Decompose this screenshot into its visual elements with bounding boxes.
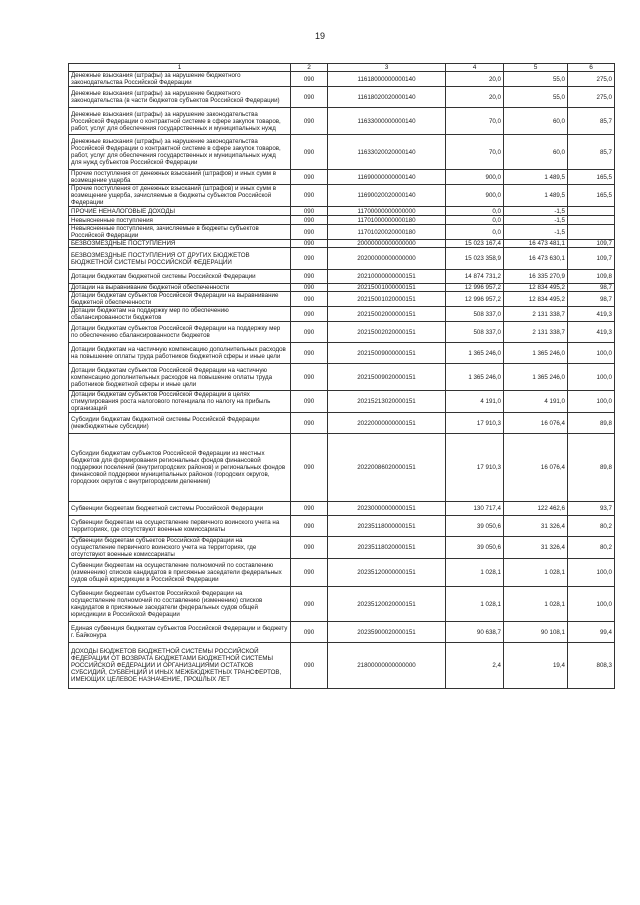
percent-done xyxy=(568,207,615,216)
actual-amount: 2 131 338,7 xyxy=(504,307,568,322)
actual-amount: 12 834 495,2 xyxy=(504,292,568,307)
income-name: Денежные взыскания (штрафы) за нарушение бюджетного законодательства (в части бюджетов субъектов Российской Федерации) xyxy=(69,87,291,108)
budget-code: 20215002000000151 xyxy=(328,307,446,322)
percent-done: 89,8 xyxy=(568,434,615,502)
actual-amount: 16 076,4 xyxy=(504,413,568,434)
admin-code: 090 xyxy=(291,170,328,185)
table-row xyxy=(69,434,615,502)
income-name: ДОХОДЫ БЮДЖЕТОВ БЮДЖЕТНОЙ СИСТЕМЫ РОССИЙСКОЙ ФЕДЕРАЦИИ ОТ ВОЗВРАТА БЮДЖЕТАМИ БЮДЖЕТНОЙ СИСТЕМЫ РОССИЙСКОЙ ФЕДЕРАЦИИ И ОРГАНИЗАЦИЯМИ ОСТАТКОВ СУБСИДИЙ, СУБВЕНЦИЙ И ИНЫХ МЕЖБЮДЖЕТНЫХ ТРАНСФЕРТОВ, ИМЕЮЩИХ ЦЕЛЕВОЕ НАЗНАЧЕНИЕ, ПРОШЛЫХ ЛЕТ xyxy=(69,643,291,689)
admin-code: 090 xyxy=(291,391,328,413)
planned-amount: 12 996 957,2 xyxy=(446,292,504,307)
actual-amount: 16 076,4 xyxy=(504,434,568,502)
income-name: БЕЗВОЗМЕЗДНЫЕ ПОСТУПЛЕНИЯ xyxy=(69,240,291,248)
percent-done: 85,7 xyxy=(568,135,615,170)
actual-amount: 90 108,1 xyxy=(504,622,568,643)
table-row xyxy=(69,248,615,270)
actual-amount: 1 365 246,0 xyxy=(504,343,568,364)
table-row xyxy=(69,108,615,135)
table-row xyxy=(69,72,615,87)
income-name: Субсидии бюджетам бюджетной системы Российской Федерации (межбюджетные субсидии) xyxy=(69,413,291,434)
table-row xyxy=(69,207,615,216)
admin-code: 090 xyxy=(291,185,328,207)
income-name: Невыясненные поступления, зачисляемые в бюджеты субъектов Российской Федерации xyxy=(69,225,291,240)
income-name: Дотации бюджетам субъектов Российской Федерации на выравнивание бюджетной обеспеченности xyxy=(69,292,291,307)
budget-code: 20235120020000151 xyxy=(328,587,446,622)
budget-code: 20235900020000151 xyxy=(328,622,446,643)
table-row xyxy=(69,391,615,413)
admin-code: 090 xyxy=(291,270,328,284)
budget-code: 11633000000000140 xyxy=(328,108,446,135)
admin-code: 090 xyxy=(291,559,328,587)
percent-done: 100,0 xyxy=(568,391,615,413)
budget-code: 20230000000000151 xyxy=(328,502,446,516)
budget-code: 20210000000000151 xyxy=(328,270,446,284)
planned-amount: 0,0 xyxy=(446,225,504,240)
planned-amount: 39 050,6 xyxy=(446,537,504,559)
planned-amount: 70,0 xyxy=(446,135,504,170)
budget-code: 20220086020000151 xyxy=(328,434,446,502)
income-name: Невыясненные поступления xyxy=(69,216,291,225)
table-row xyxy=(69,225,615,240)
actual-amount: -1,5 xyxy=(504,216,568,225)
income-name: Дотации бюджетам бюджетной системы Российской Федерации xyxy=(69,270,291,284)
actual-amount: 4 191,0 xyxy=(504,391,568,413)
admin-code: 090 xyxy=(291,516,328,537)
planned-amount: 15 023 167,4 xyxy=(446,240,504,248)
income-name: Субвенции бюджетам субъектов Российской Федерации на осуществление первичного воинского учета на территориях, где отсутствуют военные комиссариаты xyxy=(69,537,291,559)
planned-amount: 12 996 957,2 xyxy=(446,284,504,292)
table-row xyxy=(69,622,615,643)
actual-amount: 60,0 xyxy=(504,135,568,170)
planned-amount: 17 910,3 xyxy=(446,434,504,502)
budget-code: 11618020020000140 xyxy=(328,87,446,108)
admin-code: 090 xyxy=(291,207,328,216)
actual-amount: 55,0 xyxy=(504,72,568,87)
planned-amount: 39 050,6 xyxy=(446,516,504,537)
actual-amount: 12 834 495,2 xyxy=(504,284,568,292)
income-name: ПРОЧИЕ НЕНАЛОГОВЫЕ ДОХОДЫ xyxy=(69,207,291,216)
admin-code: 090 xyxy=(291,225,328,240)
admin-code: 090 xyxy=(291,216,328,225)
income-name: Дотации бюджетам субъектов Российской Федерации на частичную компенсацию дополнительных расходов на повышение оплаты труда работников бюджетной сферы и иные цели xyxy=(69,364,291,391)
planned-amount: 17 910,3 xyxy=(446,413,504,434)
actual-amount: 16 473 630,1 xyxy=(504,248,568,270)
income-name: Прочие поступления от денежных взысканий (штрафов) и иных сумм в возмещение ущерба, зачисляемые в бюджеты субъектов Российской Федерации xyxy=(69,185,291,207)
table-row xyxy=(69,307,615,322)
actual-amount: -1,5 xyxy=(504,225,568,240)
percent-done: 98,7 xyxy=(568,292,615,307)
admin-code: 090 xyxy=(291,587,328,622)
table-row xyxy=(69,587,615,622)
planned-amount: 0,0 xyxy=(446,207,504,216)
budget-code: 20235118020000151 xyxy=(328,537,446,559)
planned-amount: 0,0 xyxy=(446,216,504,225)
percent-done: 100,0 xyxy=(568,587,615,622)
planned-amount: 1 028,1 xyxy=(446,587,504,622)
percent-done: 80,2 xyxy=(568,537,615,559)
percent-done: 98,7 xyxy=(568,284,615,292)
percent-done: 80,2 xyxy=(568,516,615,537)
budget-code: 20215009000000151 xyxy=(328,343,446,364)
actual-amount: 16 335 270,9 xyxy=(504,270,568,284)
actual-amount: 2 131 338,7 xyxy=(504,322,568,343)
table-row xyxy=(69,364,615,391)
column-header-row xyxy=(69,64,615,72)
income-name: Дотации бюджетам субъектов Российской Федерации в целях стимулирования роста налогового потенциала по налогу на прибыль организаций xyxy=(69,391,291,413)
table-row xyxy=(69,240,615,248)
table-row xyxy=(69,502,615,516)
actual-amount: 1 489,5 xyxy=(504,170,568,185)
income-name: Денежные взыскания (штрафы) за нарушение законодательства Российской Федерации о контрактной системе в сфере закупок товаров, работ, услуг для обеспечения государственных и муниципальных нужд xyxy=(69,108,291,135)
percent-done: 275,0 xyxy=(568,87,615,108)
table-row xyxy=(69,643,615,689)
column-header: 5 xyxy=(504,64,568,72)
budget-code: 20200000000000000 xyxy=(328,248,446,270)
column-header: 4 xyxy=(446,64,504,72)
table-row xyxy=(69,87,615,108)
admin-code: 090 xyxy=(291,643,328,689)
table-row xyxy=(69,559,615,587)
planned-amount: 900,0 xyxy=(446,185,504,207)
budget-code: 11700000000000000 xyxy=(328,207,446,216)
admin-code: 090 xyxy=(291,364,328,391)
percent-done: 100,0 xyxy=(568,364,615,391)
admin-code: 090 xyxy=(291,322,328,343)
percent-done: 100,0 xyxy=(568,559,615,587)
actual-amount: 19,4 xyxy=(504,643,568,689)
budget-code: 20215213020000151 xyxy=(328,391,446,413)
admin-code: 090 xyxy=(291,502,328,516)
planned-amount: 508 337,0 xyxy=(446,307,504,322)
planned-amount: 15 023 358,9 xyxy=(446,248,504,270)
budget-code: 11633020020000140 xyxy=(328,135,446,170)
income-name: Дотации бюджетам на поддержку мер по обеспечению сбалансированности бюджетов xyxy=(69,307,291,322)
percent-done: 165,5 xyxy=(568,185,615,207)
actual-amount: 31 326,4 xyxy=(504,516,568,537)
budget-code: 20235118000000151 xyxy=(328,516,446,537)
table-row xyxy=(69,284,615,292)
actual-amount: 1 489,5 xyxy=(504,185,568,207)
table-row xyxy=(69,537,615,559)
percent-done: 419,3 xyxy=(568,322,615,343)
percent-done: 808,3 xyxy=(568,643,615,689)
admin-code: 090 xyxy=(291,87,328,108)
budget-code: 20220000000000151 xyxy=(328,413,446,434)
column-header: 1 xyxy=(69,64,291,72)
income-name: Дотации на выравнивание бюджетной обеспеченности xyxy=(69,284,291,292)
income-name: Дотации бюджетам на частичную компенсацию дополнительных расходов на повышение оплаты труда работников бюджетной сферы и иные цели xyxy=(69,343,291,364)
percent-done: 93,7 xyxy=(568,502,615,516)
actual-amount: 1 028,1 xyxy=(504,587,568,622)
budget-table xyxy=(68,63,615,689)
planned-amount: 2,4 xyxy=(446,643,504,689)
admin-code: 090 xyxy=(291,292,328,307)
actual-amount: 31 326,4 xyxy=(504,537,568,559)
table-row xyxy=(69,322,615,343)
income-name: Единая субвенция бюджетам субъектов Российской Федерации и бюджету г. Байконура xyxy=(69,622,291,643)
planned-amount: 20,0 xyxy=(446,72,504,87)
budget-code: 20215009020000151 xyxy=(328,364,446,391)
income-name: Денежные взыскания (штрафы) за нарушение бюджетного законодательства Российской Федерации xyxy=(69,72,291,87)
planned-amount: 4 191,0 xyxy=(446,391,504,413)
percent-done: 89,8 xyxy=(568,413,615,434)
planned-amount: 130 717,4 xyxy=(446,502,504,516)
income-name: Субвенции бюджетам субъектов Российской Федерации на осуществление полномочий по составлению (изменению) списков кандидатов в присяжные заседатели федеральных судов общей юрисдикции в Российской Федерации xyxy=(69,587,291,622)
budget-code: 20215002020000151 xyxy=(328,322,446,343)
page-number: 19 xyxy=(314,31,325,41)
budget-code: 20000000000000000 xyxy=(328,240,446,248)
percent-done: 165,5 xyxy=(568,170,615,185)
percent-done: 109,8 xyxy=(568,270,615,284)
budget-table-body xyxy=(69,64,615,689)
admin-code: 090 xyxy=(291,284,328,292)
budget-code: 11690000000000140 xyxy=(328,170,446,185)
table-row xyxy=(69,185,615,207)
table-row xyxy=(69,516,615,537)
planned-amount: 20,0 xyxy=(446,87,504,108)
income-name: Денежные взыскания (штрафы) за нарушение законодательства Российской Федерации о контрактной системе в сфере закупок товаров, работ, услуг для обеспечения государственных и муниципальных нужд для нужд субъектов Российской Федерации xyxy=(69,135,291,170)
budget-code: 20215001000000151 xyxy=(328,284,446,292)
income-name: Субвенции бюджетам бюджетной системы Российской Федерации xyxy=(69,502,291,516)
actual-amount: 55,0 xyxy=(504,87,568,108)
column-header: 3 xyxy=(328,64,446,72)
column-header: 2 xyxy=(291,64,328,72)
actual-amount: 122 462,6 xyxy=(504,502,568,516)
admin-code: 090 xyxy=(291,248,328,270)
budget-code: 21800000000000000 xyxy=(328,643,446,689)
admin-code: 090 xyxy=(291,537,328,559)
planned-amount: 90 638,7 xyxy=(446,622,504,643)
percent-done: 100,0 xyxy=(568,343,615,364)
budget-code: 20235120000000151 xyxy=(328,559,446,587)
budget-code: 11690020020000140 xyxy=(328,185,446,207)
admin-code: 090 xyxy=(291,343,328,364)
income-name: Дотации бюджетам субъектов Российской Федерации на поддержку мер по обеспечению сбалансированности бюджетов xyxy=(69,322,291,343)
table-row xyxy=(69,413,615,434)
percent-done: 85,7 xyxy=(568,108,615,135)
planned-amount: 508 337,0 xyxy=(446,322,504,343)
table-row xyxy=(69,216,615,225)
budget-code: 11618000000000140 xyxy=(328,72,446,87)
percent-done: 99,4 xyxy=(568,622,615,643)
budget-code: 11701000000000180 xyxy=(328,216,446,225)
column-header: 6 xyxy=(568,64,615,72)
actual-amount: -1,5 xyxy=(504,207,568,216)
percent-done: 419,3 xyxy=(568,307,615,322)
budget-code: 11701020020000180 xyxy=(328,225,446,240)
actual-amount: 1 028,1 xyxy=(504,559,568,587)
table-row xyxy=(69,292,615,307)
planned-amount: 70,0 xyxy=(446,108,504,135)
admin-code: 090 xyxy=(291,413,328,434)
admin-code: 090 xyxy=(291,622,328,643)
planned-amount: 900,0 xyxy=(446,170,504,185)
income-name: Субвенции бюджетам на осуществление первичного воинского учета на территориях, где отсутствуют военные комиссариаты xyxy=(69,516,291,537)
admin-code: 090 xyxy=(291,72,328,87)
actual-amount: 1 365 246,0 xyxy=(504,364,568,391)
percent-done xyxy=(568,216,615,225)
table-row xyxy=(69,270,615,284)
admin-code: 090 xyxy=(291,108,328,135)
planned-amount: 1 365 246,0 xyxy=(446,343,504,364)
planned-amount: 14 874 731,2 xyxy=(446,270,504,284)
table-row xyxy=(69,343,615,364)
table-row xyxy=(69,135,615,170)
planned-amount: 1 365 246,0 xyxy=(446,364,504,391)
admin-code: 090 xyxy=(291,135,328,170)
percent-done: 109,7 xyxy=(568,240,615,248)
admin-code: 090 xyxy=(291,434,328,502)
planned-amount: 1 028,1 xyxy=(446,559,504,587)
table-row xyxy=(69,170,615,185)
percent-done xyxy=(568,225,615,240)
percent-done: 109,7 xyxy=(568,248,615,270)
admin-code: 090 xyxy=(291,307,328,322)
income-name: Прочие поступления от денежных взысканий (штрафов) и иных сумм в возмещение ущерба xyxy=(69,170,291,185)
income-name: Субсидии бюджетам субъектов Российской Федерации из местных бюджетов для формирования региональных фондов финансовой поддержки поселений (внутригородских районов) и региональных фондов финансовой поддержки муниципальных районов (городских округов, городских округов с внутригородским делением) xyxy=(69,434,291,502)
actual-amount: 16 473 481,1 xyxy=(504,240,568,248)
actual-amount: 60,0 xyxy=(504,108,568,135)
admin-code: 090 xyxy=(291,240,328,248)
percent-done: 275,0 xyxy=(568,72,615,87)
income-name: БЕЗВОЗМЕЗДНЫЕ ПОСТУПЛЕНИЯ ОТ ДРУГИХ БЮДЖЕТОВ БЮДЖЕТНОЙ СИСТЕМЫ РОССИЙСКОЙ ФЕДЕРАЦИИ xyxy=(69,248,291,270)
income-name: Субвенции бюджетам на осуществление полномочий по составлению (изменению) списков кандидатов в присяжные заседатели федеральных судов общей юрисдикции в Российской Федерации xyxy=(69,559,291,587)
budget-code: 20215001020000151 xyxy=(328,292,446,307)
